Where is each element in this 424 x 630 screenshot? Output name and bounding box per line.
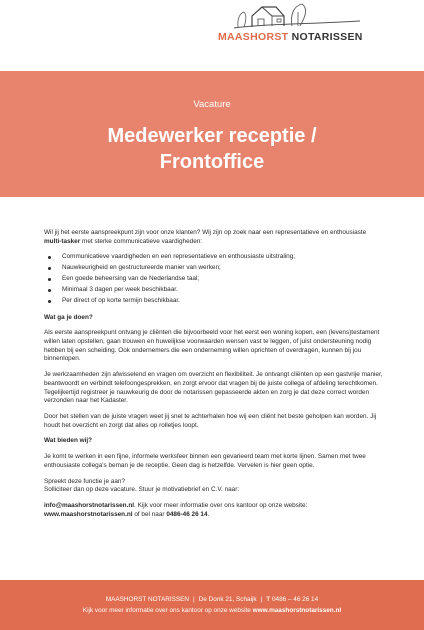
logo-farmhouse-icon <box>232 2 362 32</box>
footer-divider: | <box>193 596 195 603</box>
intro-paragraph: Wil jij het eerste aanspreekpunt zijn voor onze klanten? Wij zijn op zoek naar een representatieve en enthousiaste multi-tasker met sterke communicatieve vaardigheden: <box>44 229 367 245</box>
header <box>0 0 424 56</box>
banner-label: Vacature <box>193 99 231 110</box>
section-heading-offer: Wat bieden wij? <box>44 437 93 445</box>
intro-bold: multi-tasker <box>44 237 81 245</box>
page-title-line2: Frontoffice <box>159 151 265 173</box>
footer-contact-line <box>0 596 424 603</box>
footer-divider: | <box>260 596 263 603</box>
footer-phone-label: T <box>266 596 271 603</box>
logo-brand: MAASHORST <box>218 31 289 43</box>
email-link[interactable]: info@maashorstnotarissen.nl <box>44 501 135 509</box>
page-title <box>0 123 424 175</box>
what-paragraph-1: Als eerste aanspreekpunt ontvang je cliënten die bijvoorbeeld voor het eerst een woning kopen, een (levens)testament willen laten opstellen, gaan trouwen en huwelijkse voorwaarden wensen vast te leggen, of juist ondersteuning nodig hebben bij een scheiding. Ook ondernemers die een onderneming willen oprichten of overdragen, kunnen bij jou binnenlopen. <box>44 329 380 363</box>
offer-paragraph: Je komt te werken in een fijne, informele werksfeer binnen een gevarieerd team met korte lijnen. Samen met twee enthousiaste collega's beman je de receptie. Geen dag is hetzelfde. Vervelen is hier geen optie. <box>44 453 366 469</box>
footer-company: MAASHORST NOTARISSEN <box>105 596 190 603</box>
website-link[interactable]: www.maashorstnotarissen.nl <box>44 510 133 518</box>
list-item: Communicatieve vaardigheden en een representatieve en enthousiaste uitstraling; <box>44 253 384 262</box>
list-item: Een goede beheersing van de Nederlandse taal; <box>44 275 384 284</box>
contact-paragraph: info@maashorstnotarissen.nl. Kijk voor meer informatie over ons kantoor op onze website: www.maashorstnotarissen.nl of bel naar 0486-46 26 14. <box>44 501 308 518</box>
logo-rest: NOTARISSEN <box>288 31 363 43</box>
what-paragraph-3: Door het stellen van de juiste vragen weet jij snel te achterhalen hoe wij een cliënt het beste geholpen kan worden. Jij houdt het overzicht en zorgt dat alles op rolletjes loopt. <box>44 413 377 429</box>
phone-link[interactable]: 0486-46 26 14 <box>166 510 208 518</box>
footer <box>0 580 424 630</box>
list-item: Per direct of op korte termijn beschikbaar. <box>44 297 384 306</box>
list-item: Nauwkeurigheid en gestructureerde manier van werken; <box>44 264 384 273</box>
footer-website-line: Kijk voor meer informatie over ons kantoor op onze website www.maashorstnotarissen.nl <box>82 607 342 614</box>
page-title-line1: Medewerker receptie / <box>107 125 317 147</box>
section-heading-what: Wat ga je doen? <box>44 313 93 321</box>
list-item: Minimaal 3 dagen per week beschikbaar. <box>44 286 384 295</box>
footer-website-link[interactable]: www.maashorstnotarissen.nl <box>252 607 342 614</box>
footer-phone[interactable]: 0486 – 46 26 14 <box>271 596 319 603</box>
footer-address: De Donk 21, Schaijk <box>198 596 257 603</box>
title-banner <box>0 71 424 197</box>
logo-wordmark <box>218 31 363 43</box>
vacancy-body <box>44 229 384 526</box>
what-paragraph-2: Je werkzaamheden zijn afwisselend en vragen om overzicht en flexibiliteit. Je ontvangt cliënten op een gastvrije manier, beantwoordt en verbindt telefoongesprekken, en zorgt ervoor dat vragen bij de juiste collega of afdeling terechtkomen. Tegelijkertijd registreer je nauwkeurig de door de notarissen gepasseerde akten en zorg je dat deze correct worden verzonden naar het Kadaster. <box>44 371 383 405</box>
apply-paragraph: Spreekt deze functie je aan? Solliciteer dan op deze vacature. Stuur je motivatiebrief en C.V. naar: <box>44 477 240 494</box>
requirements-list <box>44 253 384 305</box>
